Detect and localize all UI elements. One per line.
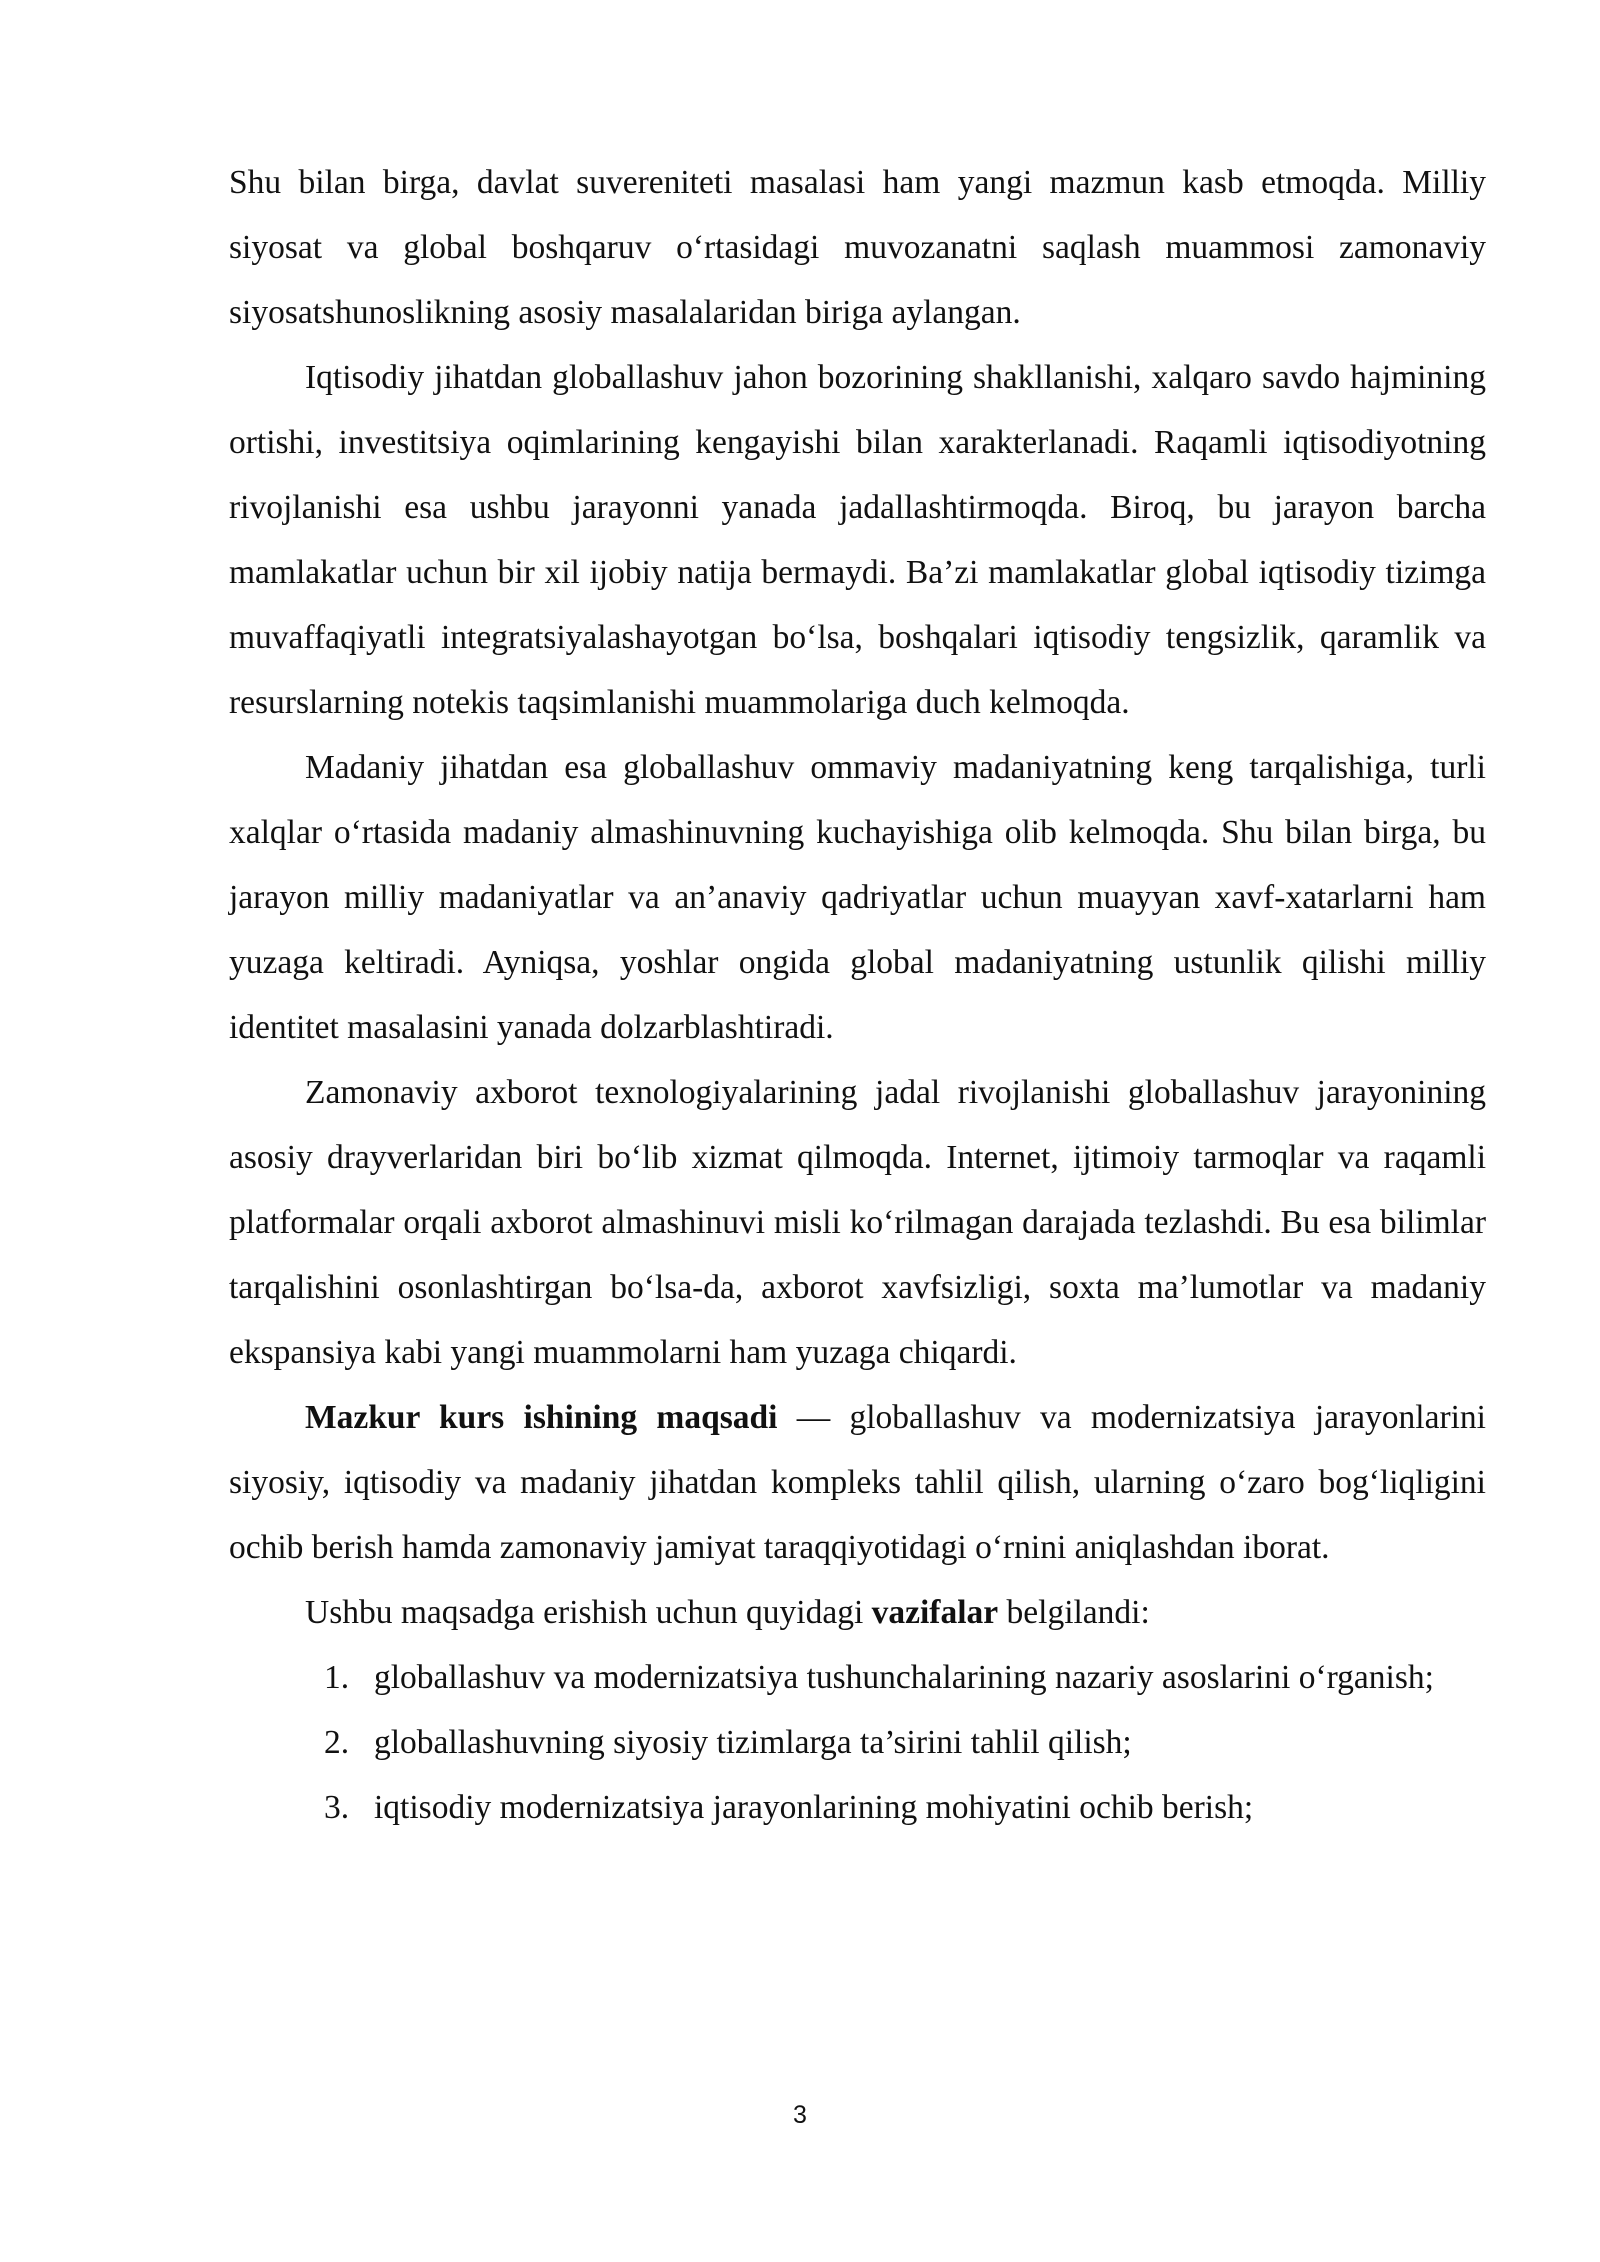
list-item-text: iqtisodiy modernizatsiya jarayonlarining mohiyatini ochib berish; — [374, 1789, 1254, 1826]
paragraph-tasks-intro — [229, 1580, 1486, 1645]
paragraph-cultural: Madaniy jihatdan esa globallashuv ommaviy madaniyatning keng tarqalishiga, turli xalqlar o‘rtasida madaniy almashinuvning kuchayishiga olib kelmoqda. Shu bilan birga, bu jarayon milliy madaniyatlar va an’anaviy qadriyatlar uchun muayyan xavf-xatarlarni ham yuzaga keltiradi. Ayniqsa, yoshlar ongida global madaniyatning ustunlik qilishi milliy identitet masalasini yanada dolzarblashtiradi. — [229, 749, 1486, 1046]
list-item-number: 1. — [324, 1659, 350, 1696]
tasks-intro-end: belgilandi: — [998, 1594, 1150, 1631]
list-item — [324, 1710, 1486, 1775]
goal-lead: Mazkur kurs ishining maqsadi — [305, 1399, 778, 1436]
list-item — [324, 1775, 1486, 1840]
paragraph-economic: Iqtisodiy jihatdan globallashuv jahon bozorining shakllanishi, xalqaro savdo hajmining ortishi, investitsiya oqimlarining kengayishi bilan xarakterlanadi. Raqamli iqtisodiyotning rivojlanishi esa ushbu jarayonni yanada jadallashtirmoqda. Biroq, bu jarayon barcha mamlakatlar uchun bir xil ijobiy natija bermaydi. Ba’zi mamlakatlar global iqtisodiy tizimga muvaffaqiyatli integratsiyalashayotgan bo‘lsa, boshqalari iqtisodiy tengsizlik, qaramlik va resurslarning notekis taqsimlanishi muammolariga duch kelmoqda. — [229, 359, 1486, 721]
list-item-number: 3. — [324, 1789, 350, 1826]
list-item-text: globallashuvning siyosiy tizimlarga ta’sirini tahlil qilish; — [374, 1724, 1132, 1761]
tasks-intro-text: Ushbu maqsadga erishish uchun quyidagi — [305, 1594, 872, 1631]
list-item-number: 2. — [324, 1724, 350, 1761]
list-item-text: globallashuv va modernizatsiya tushunchalarining nazariy asoslarini o‘rganish; — [374, 1659, 1434, 1696]
goal-text: — globallashuv va modernizatsiya jarayonlarini siyosiy, iqtisodiy va madaniy jihatdan kompleks tahlil qilish, ularning o‘zaro bog‘liqligini ochib berish hamda zamonaviy jamiyat taraqqiyotidagi o‘rnini aniqlashdan iborat. — [229, 1399, 1486, 1566]
task-list — [229, 1645, 1486, 1840]
document-page — [229, 150, 1486, 1840]
paragraph-goal — [229, 1385, 1486, 1580]
page-number: 3 — [793, 2101, 807, 2129]
list-item — [324, 1645, 1486, 1710]
paragraph-technology: Zamonaviy axborot texnologiyalarining jadal rivojlanishi globallashuv jarayonining asosiy drayverlaridan biri bo‘lib xizmat qilmoqda. Internet, ijtimoiy tarmoqlar va raqamli platformalar orqali axborot almashinuvi misli ko‘rilmagan darajada tezlashdi. Bu esa bilimlar tarqalishini osonlashtirgan bo‘lsa-da, axborot xavfsizligi, soxta ma’lumotlar va madaniy ekspansiya kabi yangi muammolarni ham yuzaga chiqardi. — [229, 1074, 1486, 1371]
tasks-intro-bold: vazifalar — [871, 1594, 999, 1631]
paragraph-sovereignty: Shu bilan birga, davlat suvereniteti masalasi ham yangi mazmun kasb etmoqda. Milliy siyosat va global boshqaruv o‘rtasidagi muvozanatni saqlash muammosi zamonaviy siyosatshunoslikning asosiy masalalaridan biriga aylangan. — [229, 164, 1486, 331]
